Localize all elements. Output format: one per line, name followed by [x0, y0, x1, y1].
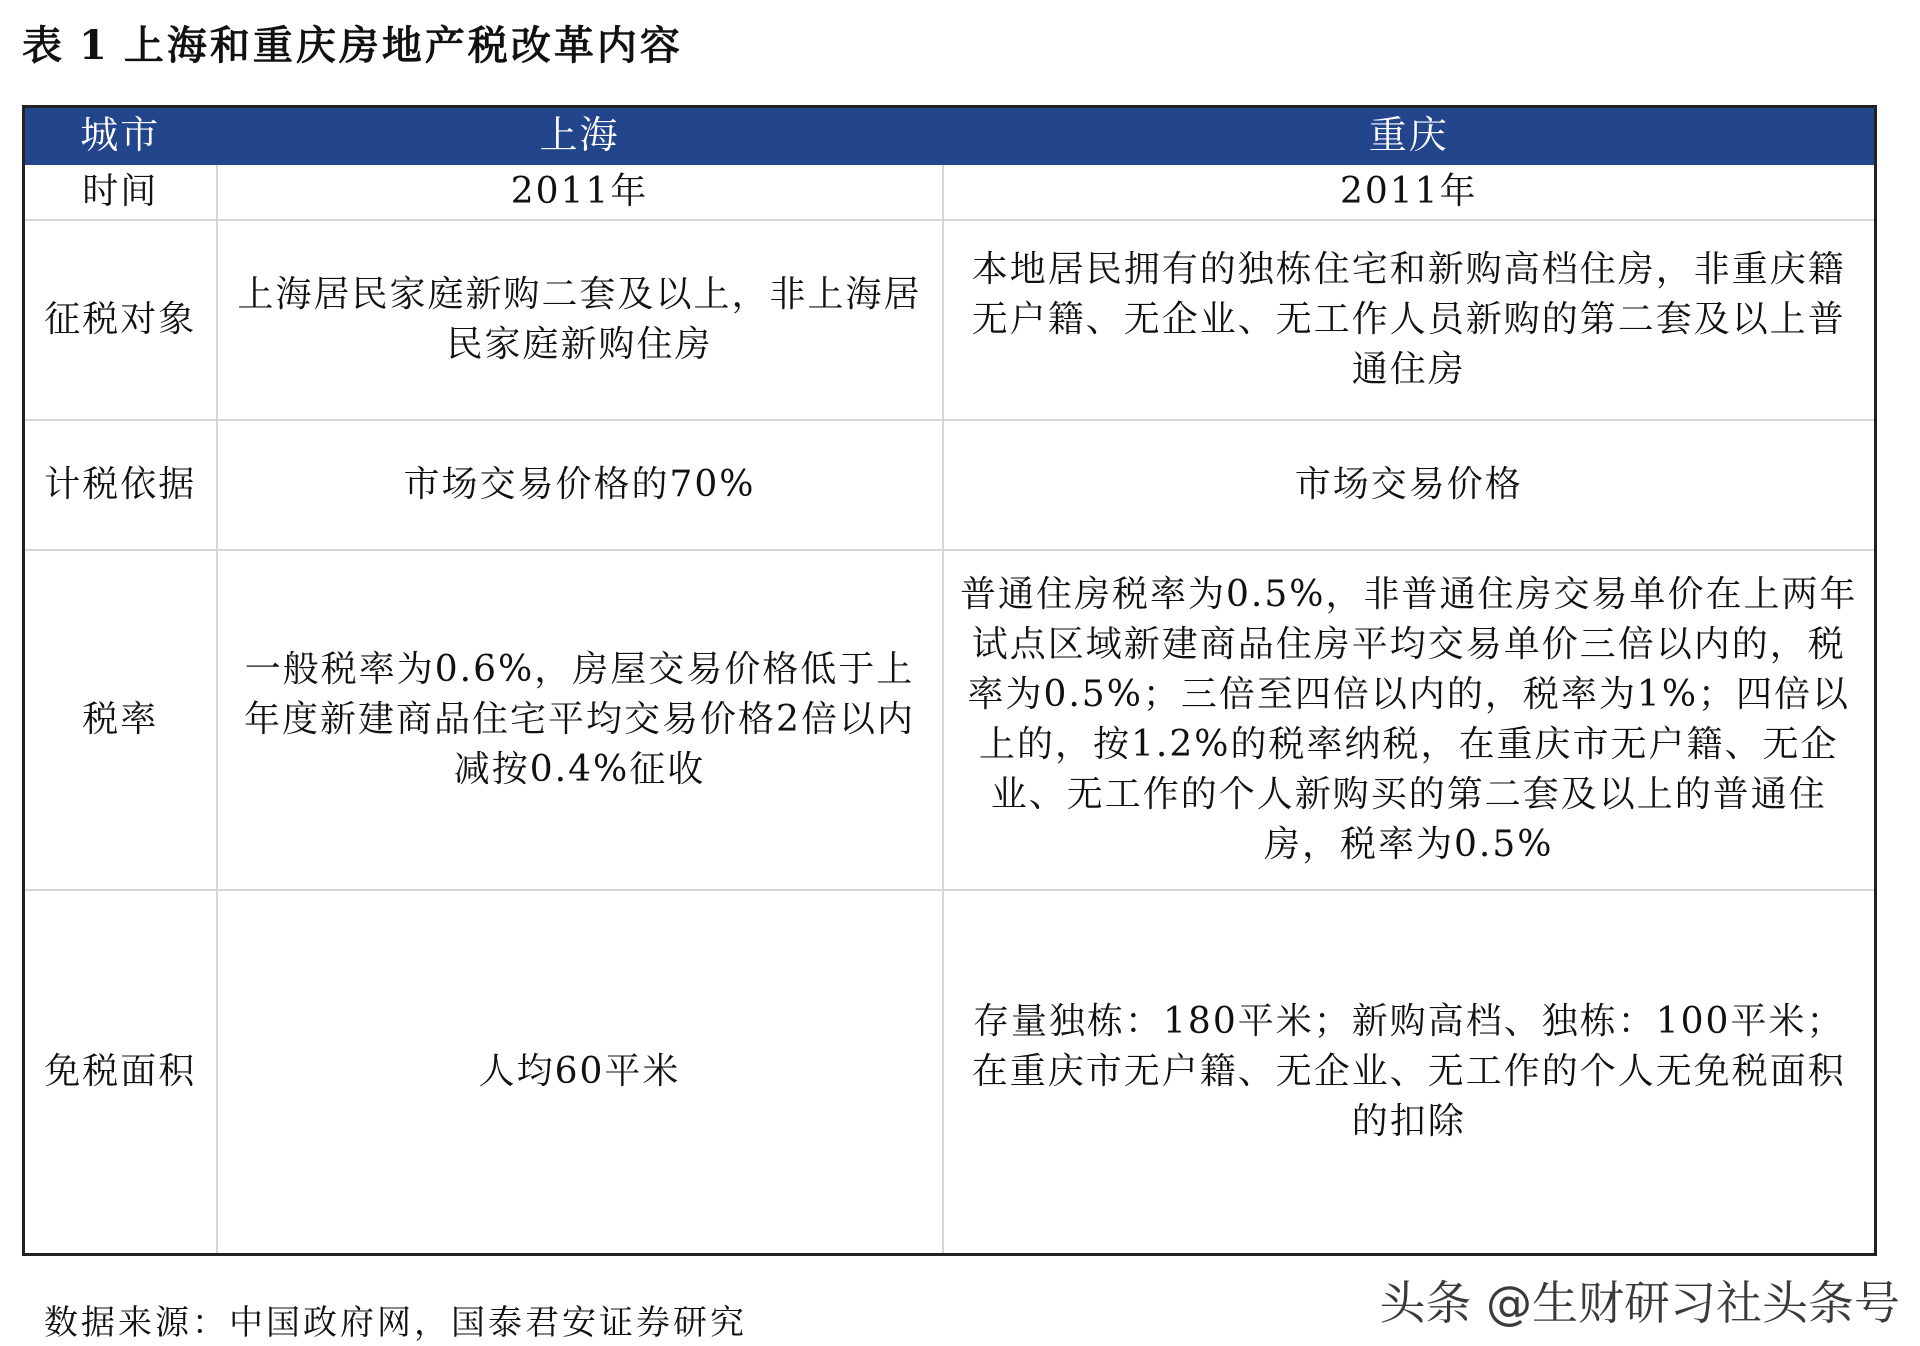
- row-label-exempt-area: 免税面积: [24, 890, 217, 1255]
- table-header-row: [24, 107, 1876, 164]
- row-label-tax-object: 征税对象: [24, 220, 217, 420]
- header-shanghai: 上海: [217, 107, 943, 164]
- table-title-number: 1: [79, 22, 110, 69]
- table-row-tax-rate: [24, 550, 1876, 890]
- cell-shanghai-tax-rate: 一般税率为0.6%，房屋交易价格低于上年度新建商品住宅平均交易价格2倍以内减按0.4%征收: [217, 550, 943, 890]
- reform-table: [22, 105, 1877, 1256]
- header-city: 城市: [24, 107, 217, 164]
- table-row-time: [24, 164, 1876, 220]
- cell-shanghai-exempt-area: 人均60平米: [217, 890, 943, 1255]
- cell-chongqing-exempt-area: 存量独栋：180平米；新购高档、独栋：100平米；在重庆市无户籍、无企业、无工作的个人无免税面积的扣除: [943, 890, 1876, 1255]
- cell-chongqing-tax-basis: 市场交易价格: [943, 420, 1876, 550]
- row-label-tax-rate: 税率: [24, 550, 217, 890]
- table-title-label: 表: [22, 22, 65, 69]
- cell-chongqing-time: 2011年: [943, 164, 1876, 220]
- data-source: 数据来源：中国政府网，国泰君安证券研究: [44, 1303, 747, 1343]
- table-row-exempt-area: [24, 890, 1876, 1255]
- row-label-tax-basis: 计税依据: [24, 420, 217, 550]
- row-label-time: 时间: [24, 164, 217, 220]
- table-title-text: 上海和重庆房地产税改革内容: [123, 22, 683, 69]
- cell-chongqing-tax-object: 本地居民拥有的独栋住宅和新购高档住房，非重庆籍无户籍、无企业、无工作人员新购的第二套及以上普通住房: [943, 220, 1876, 420]
- watermark: 头条 @生财研习社头条号: [1379, 1276, 1900, 1330]
- table-title: [22, 14, 683, 71]
- cell-chongqing-tax-rate: 普通住房税率为0.5%，非普通住房交易单价在上两年试点区域新建商品住房平均交易单价三倍以内的，税率为0.5%；三倍至四倍以内的，税率为1%；四倍以上的，按1.2%的税率纳税，在重庆市无户籍、无企业、无工作的个人新购买的第二套及以上的普通住房，税率为0.5%: [943, 550, 1876, 890]
- header-chongqing: 重庆: [943, 107, 1876, 164]
- cell-shanghai-tax-basis: 市场交易价格的70%: [217, 420, 943, 550]
- table-row-tax-basis: [24, 420, 1876, 550]
- cell-shanghai-tax-object: 上海居民家庭新购二套及以上，非上海居民家庭新购住房: [217, 220, 943, 420]
- cell-shanghai-time: 2011年: [217, 164, 943, 220]
- table-row-tax-object: [24, 220, 1876, 420]
